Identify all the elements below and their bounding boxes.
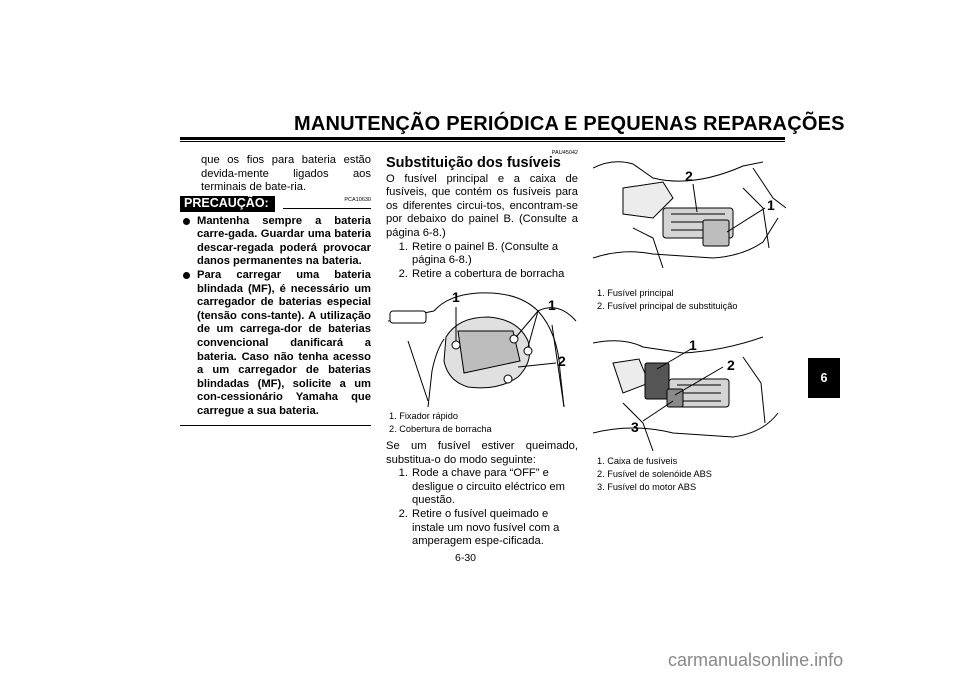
caption-line: 3. Fusível do motor ABS bbox=[597, 482, 697, 492]
fuse-intro-text: O fusível principal e a caixa de fusíveis, que contém os fusíveis para os diferentes circui-tos, encontram-se por debaixo do painel B. (Consulte a página 6-8.) bbox=[386, 172, 578, 239]
section-code: PAU45042 bbox=[551, 150, 578, 156]
caption-line: 1. Caixa de fusíveis bbox=[597, 456, 678, 466]
caption-line: 1. Fixador rápido bbox=[389, 411, 458, 421]
caution-header bbox=[180, 196, 371, 212]
figure-callout: 1 bbox=[548, 297, 556, 313]
caution-label: PRECAUÇÃO: bbox=[180, 196, 275, 212]
caption-line: 1. Fusível principal bbox=[597, 288, 674, 298]
list-item: Para carregar uma bateria blindada (MF), é necessário um carregador de baterias especial (tensão cons-tante). A utilização de um carrega-dor de baterias convencional danificará a bateria. Caso não tenha acesso a um carregador de baterias blindadas (MF), solicite a um con-cessionário Yamaha que carregue a sua bateria. bbox=[180, 269, 371, 419]
figure-callout: 1 bbox=[452, 289, 460, 305]
figure-callout: 1 bbox=[767, 197, 775, 213]
main-fuse-captions bbox=[597, 287, 787, 313]
list-item: 2. Retire a cobertura de borracha bbox=[398, 267, 565, 280]
figure-callout: 3 bbox=[631, 419, 639, 435]
watermark: carmanualsonline.info bbox=[668, 650, 844, 670]
header-rule-thin bbox=[180, 141, 785, 142]
rubber-cover-figure bbox=[388, 281, 578, 407]
figure-callout: 2 bbox=[727, 357, 735, 373]
caution-code: PCA10630 bbox=[344, 196, 371, 203]
header-rule bbox=[180, 137, 785, 140]
caption-line: 2. Fusível de solenóide ABS bbox=[597, 469, 712, 479]
caution-block bbox=[180, 195, 371, 426]
middle-column-bottom bbox=[386, 440, 578, 549]
caution-list bbox=[180, 215, 371, 419]
caution-end-rule bbox=[180, 425, 371, 426]
figure-callout: 2 bbox=[685, 168, 693, 184]
caution-line bbox=[283, 208, 371, 209]
figure-callout: 2 bbox=[558, 353, 566, 369]
list-item: Mantenha sempre a bateria carre-gada. Guardar uma bateria descar-regada poderá provocar danos permanentes na bateria. bbox=[180, 215, 371, 269]
section-heading: Substituição dos fusíveis bbox=[386, 155, 561, 171]
steps-list-2 bbox=[386, 467, 578, 549]
caption-line: 2. Fusível principal de substituição bbox=[597, 301, 738, 311]
replace-intro-text: Se um fusível estiver queimado, substitua-o do modo seguinte: bbox=[386, 440, 578, 466]
page-title: MANUTENÇÃO PERIÓDICA E PEQUENAS REPARAÇÕES bbox=[294, 113, 845, 135]
caption-line: 2. Cobertura de borracha bbox=[389, 424, 492, 434]
fuse-box-captions bbox=[597, 455, 787, 494]
intro-text: que os fios para bateria estão devida-mente ligados aos terminais de bate-ria. bbox=[201, 154, 371, 194]
page-number: 6-30 bbox=[455, 552, 477, 564]
list-item: 2. Retire o fusível queimado e instale um novo fusível com a amperagem espe-cificada. bbox=[398, 507, 560, 548]
main-fuse-figure bbox=[593, 158, 786, 284]
figure-captions bbox=[389, 410, 579, 436]
fuse-box-figure bbox=[593, 333, 786, 451]
list-item: 1. Retire o painel B. (Consulte a página 6-8.) bbox=[398, 240, 559, 267]
list-item: 1. Rode a chave para “OFF” e desligue o circuito eléctrico em questão. bbox=[398, 467, 565, 507]
section-tab: 6 bbox=[808, 358, 840, 398]
figure-callout: 1 bbox=[689, 337, 697, 353]
